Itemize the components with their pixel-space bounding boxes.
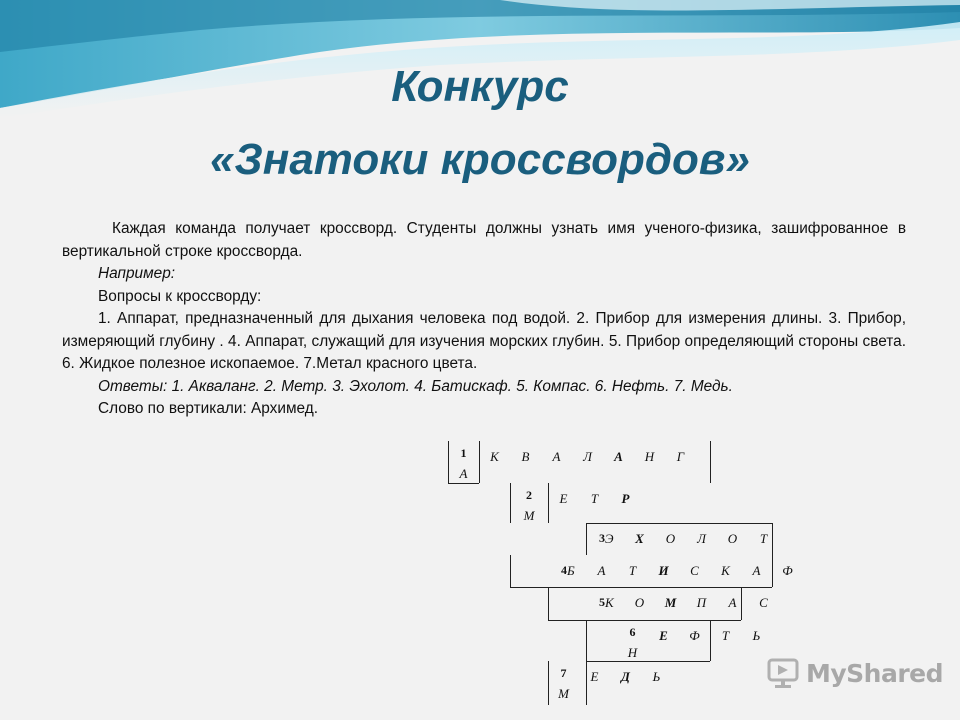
crossword-gridline: [510, 555, 511, 587]
crossword-cell: [624, 523, 655, 555]
crossword-letter: Н: [644, 449, 655, 464]
crossword-gridline: [586, 620, 587, 661]
crossword-cell: [634, 441, 665, 483]
crossword-gridline: [710, 441, 711, 483]
crossword-gridline: [548, 661, 549, 705]
watermark: [766, 656, 943, 690]
crossword-gridline: [479, 441, 480, 483]
crossword-gridline: [510, 483, 511, 523]
intro-paragraph: Каждая команда получает кроссворд. Студенты должны узнать имя ученого-физика, зашифрованное в вертикальной строке кроссворда.: [62, 220, 906, 260]
crossword-cell: [548, 555, 586, 587]
crossword-letter: Ф: [689, 628, 700, 643]
questions-label: Вопросы к кроссворду:: [98, 287, 262, 305]
crossword-cell: [710, 555, 741, 587]
crossword-letter: П: [696, 595, 707, 610]
slide-body: [62, 218, 906, 421]
crossword-row-number: 7: [560, 666, 567, 680]
crossword-cell: [479, 441, 510, 483]
crossword-gridline: [586, 523, 587, 555]
crossword-letter: Ф: [782, 563, 793, 578]
crossword-letter: К: [721, 563, 730, 578]
crossword-letter: Е: [559, 491, 568, 506]
crossword-cell: [579, 661, 610, 705]
crossword-cell: [710, 620, 741, 661]
crossword-row-number: 6: [629, 625, 636, 639]
crossword-cell: [665, 441, 696, 483]
answers-paragraph: Ответы: 1. Акваланг. 2. Метр. 3. Эхолот. 4. Батискаф. 5. Компас. 6. Нефть. 7. Медь.: [98, 377, 733, 395]
crossword-letter: С: [759, 595, 768, 610]
example-label: Например:: [98, 265, 176, 282]
crossword-gridline: [586, 523, 772, 524]
crossword-letter: М: [523, 508, 535, 523]
crossword-cell: [586, 587, 624, 620]
crossword-row-number: 3: [599, 531, 605, 545]
crossword-letter: Е: [590, 669, 599, 684]
crossword-letter: Т: [721, 628, 730, 643]
crossword-cell: [510, 483, 548, 525]
crossword-cell: [679, 620, 710, 661]
crossword-cell: [748, 523, 779, 555]
crossword-letter: Л: [583, 449, 592, 464]
crossword-letter: Т: [759, 531, 768, 546]
crossword-letter: Е: [659, 628, 668, 643]
crossword-cell: [717, 523, 748, 555]
crossword-cell: [717, 587, 748, 620]
crossword-cell: [686, 523, 717, 555]
crossword-letter: М: [558, 686, 569, 701]
crossword-letter: А: [552, 449, 561, 464]
crossword-cell: [572, 441, 603, 483]
crossword-letter: Э: [605, 531, 614, 546]
crossword-gridline: [448, 441, 449, 483]
crossword-letter: А: [459, 466, 468, 481]
crossword-cell: [548, 661, 579, 705]
crossword-gridline: [586, 661, 710, 662]
crossword-cell: [648, 555, 679, 587]
crossword-cell: [579, 483, 610, 525]
crossword-letter: Р: [621, 491, 630, 506]
crossword-letter: М: [664, 595, 677, 610]
crossword-cell: [748, 587, 779, 620]
crossword-letter: К: [490, 449, 499, 464]
crossword-letter: Ь: [652, 669, 661, 684]
crossword-row-number: 2: [526, 488, 532, 502]
crossword-row-number: 4: [561, 563, 567, 577]
crossword-letter: И: [658, 563, 669, 578]
crossword-cell: [617, 555, 648, 587]
crossword-letter: Х: [635, 531, 644, 546]
crossword-cell: [655, 587, 686, 620]
crossword-cell: [741, 555, 772, 587]
crossword-letter: А: [614, 449, 623, 464]
crossword-cell: [610, 483, 641, 525]
crossword-cell: [641, 661, 672, 705]
crossword-gridline: [772, 555, 773, 587]
crossword-letter: О: [634, 595, 645, 610]
crossword-letter: С: [690, 563, 699, 578]
crossword-letter: А: [597, 563, 606, 578]
crossword-letter: Т: [628, 563, 637, 578]
crossword-cell: [586, 523, 624, 555]
crossword-cell: [603, 441, 634, 483]
crossword-gridline: [741, 587, 742, 620]
crossword-letter: Г: [676, 449, 685, 464]
crossword-gridline: [548, 620, 741, 621]
crossword-cell: [586, 555, 617, 587]
slide-title-line1: Конкурс: [391, 62, 569, 111]
crossword-gridline: [548, 587, 549, 620]
crossword-letter: А: [752, 563, 761, 578]
crossword-row-number: 1: [460, 446, 467, 460]
crossword-gridline: [448, 483, 479, 484]
slide-title-line2: «Знатоки кроссвордов»: [210, 135, 750, 184]
projector-screen-icon: [766, 657, 800, 689]
crossword-letter: Л: [697, 531, 706, 546]
crossword-cell: [617, 620, 648, 661]
crossword-gridline: [548, 483, 549, 523]
vertical-word-line: Слово по вертикали: Архимед.: [98, 400, 319, 417]
crossword-letter: Н: [627, 645, 638, 660]
crossword-letter: Т: [590, 491, 599, 506]
crossword-gridline: [710, 620, 711, 661]
crossword-cell: [541, 441, 572, 483]
crossword-gridline: [510, 587, 772, 588]
crossword-letter: В: [521, 449, 530, 464]
crossword-letter: К: [605, 595, 614, 610]
crossword-letter: О: [727, 531, 738, 546]
crossword-cell: [510, 441, 541, 483]
crossword-cell: [655, 523, 686, 555]
crossword-letter: О: [665, 531, 676, 546]
crossword-cell: [448, 441, 479, 483]
crossword-letter: Ь: [752, 628, 761, 643]
crossword-cell: [624, 587, 655, 620]
watermark-text: MyShared: [806, 658, 944, 688]
crossword-cell: [772, 555, 803, 587]
crossword-cell: [610, 661, 641, 705]
crossword-cell: [686, 587, 717, 620]
crossword-letter: Д: [621, 669, 630, 684]
crossword-cell: [548, 483, 579, 525]
crossword-cell: [679, 555, 710, 587]
crossword-gridline: [586, 661, 587, 705]
crossword-letter: Б: [567, 563, 575, 578]
crossword-row-number: 5: [599, 595, 605, 609]
crossword-cell: [648, 620, 679, 661]
crossword-gridline: [772, 523, 773, 555]
crossword-cell: [741, 620, 772, 661]
crossword-letter: А: [728, 595, 737, 610]
questions-paragraph: 1. Аппарат, предназначенный для дыхания человека под водой. 2. Прибор для измерения длины. 3. Прибор, измеряющий глубину . 4. Аппарат, служащий для изучения морских глубин. 5. Прибор определяющий стороны света. 6. Жидкое полезное ископаемое. 7.Метал красного цвета.: [62, 310, 906, 372]
